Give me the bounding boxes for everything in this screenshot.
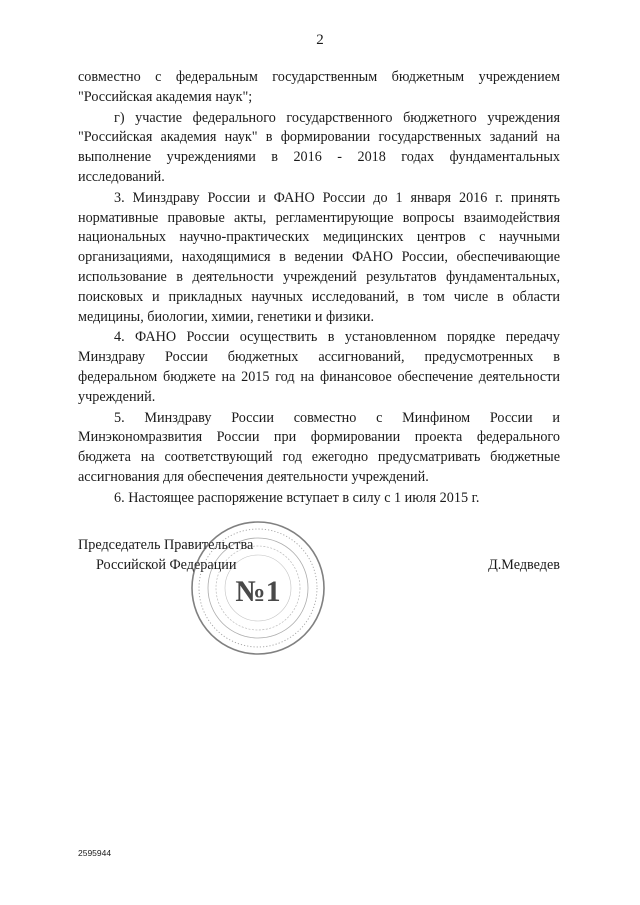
signatory-title-line1: Председатель Правительства <box>78 537 254 553</box>
seal-number: №1 <box>235 575 281 608</box>
paragraph-item-4: 4. ФАНО России осуществить в установленном порядке передачу Минздраву России бюджетных ассигнований, предусмотренных в федеральном бюджете на 2015 год на финансовое обеспечение деятельности учреждений. <box>78 329 560 405</box>
paragraph-item-g: г) участие федерального государственного бюджетного учреждения "Российская академия наук" в формировании государственных заданий на выполнение учреждениями в 2016 - 2018 годах фундаментальных исследований. <box>78 109 560 185</box>
signatory-title-line2: Российской Федерации <box>96 556 237 573</box>
document-body <box>78 68 560 510</box>
page-number: 2 <box>316 32 324 48</box>
document-code: 2595944 <box>78 848 112 858</box>
signatory-name: Д.Медведев <box>488 557 560 573</box>
paragraph-continuation: совместно с федеральным государственным бюджетным учреждением "Российская академия наук"; <box>78 69 560 105</box>
official-seal-icon <box>188 518 328 658</box>
paragraph-item-5: 5. Минздраву России совместно с Минфином России и Минэкономразвития России при формировании проекта федерального бюджета на соответствующий год ежегодно предусматривать бюджетные ассигнования для обеспечения деятельности учреждений. <box>78 409 560 485</box>
paragraph-item-6: 6. Настоящее распоряжение вступает в силу с 1 июля 2015 г. <box>114 489 480 506</box>
paragraph-item-3: 3. Минздраву России и ФАНО России до 1 января 2016 г. принять нормативные правовые акты, регламентирующие вопросы взаимодействия национальных научно-практических медицинских центров с научными организациями, находящимися в ведении ФАНО России, обеспечивающие использование в деятельности учреждений результатов фундаментальных, поисковых и прикладных научных исследований, в том числе в области медицины, биологии, химии, генетики и физики. <box>78 189 560 325</box>
